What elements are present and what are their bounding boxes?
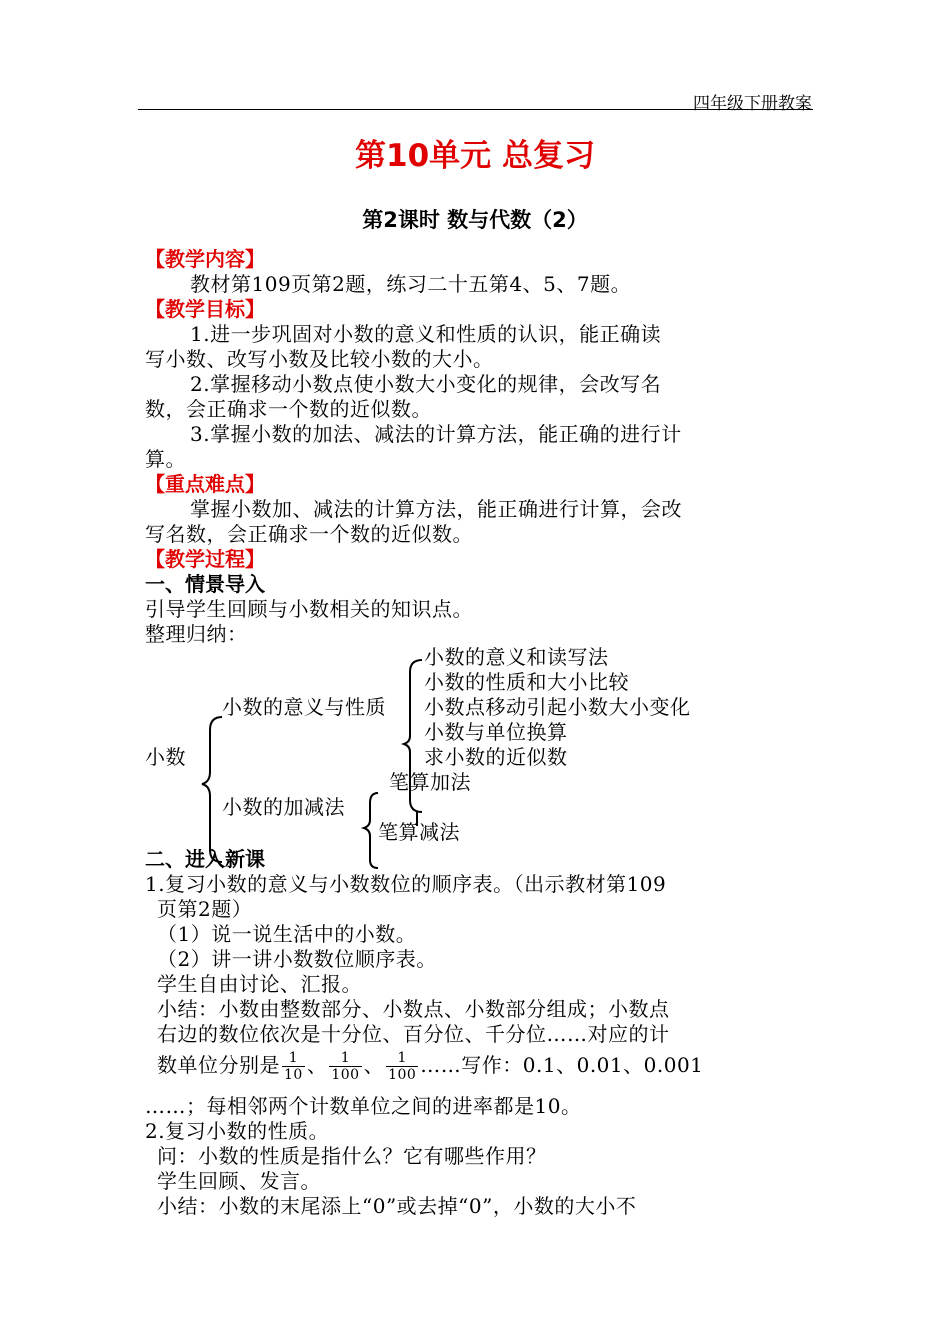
branch1-brace (404, 660, 422, 812)
fraction-hundredth-numerator: 1 (329, 1050, 361, 1067)
diagram-branch-1: 小数的意义与性质 (222, 695, 386, 719)
goal-2-line-a: 2.掌握移动小数点使小数大小变化的规律，会改写名 (190, 372, 662, 396)
part1-heading: 一、情景导入 (145, 572, 265, 596)
unit-prefix: 数单位分别是 (157, 1053, 280, 1077)
part2-line-11: 问：小数的性质是指什么？它有哪些作用？ (157, 1144, 547, 1168)
diagram-branch2-item-1: 笔算加法 (389, 770, 471, 794)
part2-line-2: 页第2题） (157, 897, 253, 921)
part2-line-9: ……；每相邻两个计数单位之间的进率都是10。 (145, 1094, 582, 1118)
diagram-branch-2: 小数的加减法 (222, 795, 345, 819)
part2-line-1: 1.复习小数的意义与小数数位的顺序表。（出示教材第109 (145, 872, 667, 896)
content-heading: 【教学内容】 (145, 247, 265, 271)
part2-line-12: 学生回顾、发言。 (157, 1169, 321, 1193)
fraction-hundredth (329, 1050, 361, 1083)
goal-1-line-a: 1.进一步巩固对小数的意义和性质的认识，能正确读 (190, 322, 662, 346)
goal-3-line-a: 3.掌握小数的加法、减法的计算方法，能正确的进行计 (190, 422, 682, 446)
diagram-branch1-item-1: 小数的意义和读写法 (424, 645, 609, 669)
part2-line-8 (157, 1045, 703, 1085)
keypoints-line-a: 掌握小数加、减法的计算方法，能正确进行计算，会改 (190, 497, 682, 521)
diagram-branch2-item-2: 笔算减法 (378, 820, 460, 844)
diagram-branch1-item-4: 小数与单位换算 (424, 720, 568, 744)
diagram-branch1-item-3: 小数点移动引起小数大小变化 (424, 695, 691, 719)
diagram-branch1-item-5: 求小数的近似数 (424, 745, 568, 769)
keypoints-line-b: 写名数，会正确求一个数的近似数。 (145, 522, 473, 546)
content-text: 教材第109页第2题，练习二十五第4、5、7题。 (190, 272, 632, 296)
unit-suffix: ……写作：0.1、0.01、0.001 (420, 1053, 704, 1077)
page-title: 第10单元 总复习 (355, 138, 595, 174)
fraction-hundredth-denominator: 100 (331, 1067, 360, 1083)
fraction-third-denominator: 100 (388, 1067, 417, 1083)
separator-1: 、 (306, 1053, 328, 1077)
part2-line-4: （2）讲一讲小数数位顺序表。 (157, 947, 437, 971)
separator-2: 、 (363, 1053, 385, 1077)
part2-line-10: 2.复习小数的性质。 (145, 1119, 330, 1143)
branch2-brace (364, 793, 378, 868)
goal-1-line-b: 写小数、改写小数及比较小数的大小。 (145, 347, 494, 371)
fraction-third (386, 1050, 418, 1083)
root-brace (202, 717, 222, 862)
fraction-tenth (282, 1050, 305, 1083)
header-label: 四年级下册教案 (693, 94, 812, 114)
part2-heading: 二、进入新课 (145, 847, 265, 871)
part1-line-2: 整理归纳： (145, 622, 248, 646)
part2-line-3: （1）说一说生活中的小数。 (157, 922, 417, 946)
part2-line-7: 右边的数位依次是十分位、百分位、千分位……对应的计 (157, 1022, 670, 1046)
keypoints-heading: 【重点难点】 (145, 472, 265, 496)
diagram-root: 小数 (145, 745, 186, 769)
goal-3-line-b: 算。 (145, 447, 186, 471)
part2-line-13: 小结：小数的末尾添上“0”或去掉“0”，小数的大小不 (157, 1194, 637, 1218)
goal-2-line-b: 数，会正确求一个数的近似数。 (145, 397, 432, 421)
page-subtitle: 第2课时 数与代数（2） (362, 208, 588, 232)
part2-line-5: 学生自由讨论、汇报。 (157, 972, 362, 996)
part1-line-1: 引导学生回顾与小数相关的知识点。 (145, 597, 473, 621)
diagram-branch1-item-2: 小数的性质和大小比较 (424, 670, 629, 694)
part2-line-6: 小结：小数由整数部分、小数点、小数部分组成；小数点 (157, 997, 670, 1021)
process-heading: 【教学过程】 (145, 547, 265, 571)
fraction-tenth-denominator: 10 (284, 1067, 303, 1083)
fraction-third-numerator: 1 (386, 1050, 418, 1067)
goals-heading: 【教学目标】 (145, 297, 265, 321)
fraction-tenth-numerator: 1 (282, 1050, 305, 1067)
